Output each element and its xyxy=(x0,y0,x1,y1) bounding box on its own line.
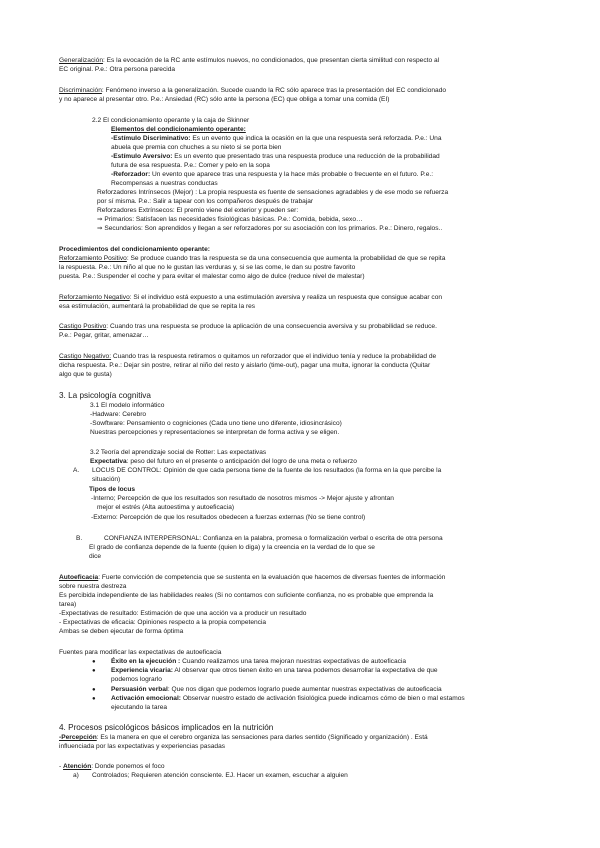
fuente-text: Observar nuestro estado de activación fisiológica puede indicarnos cómo de bien o mal estamos xyxy=(181,695,465,702)
ref-positivo xyxy=(59,255,445,263)
percepcion-text: : Es la manera en que el cerebro organiza las sensaciones para darles sentido (Significado y organización) . Está xyxy=(96,734,428,741)
fuente-item xyxy=(111,695,465,703)
rp-term: Reforzamiento Positivo xyxy=(59,255,127,262)
bullet-icon: ● xyxy=(92,687,96,693)
fuente-text: : Que nos digan que podemos lograrlo puede aumentar nuestras expectativas de autoeficacia xyxy=(167,686,442,693)
atencion-term: Atención xyxy=(63,763,92,770)
autoeficacia-line7: Ambas se deben ejecutar de forma óptima xyxy=(59,628,184,635)
cp-text: : Cuando tras una respuesta se produce la aplicación de una consecuencia aversiva y su probabilidad se reduce. xyxy=(106,323,437,330)
fuente-term: Persuasión verbal xyxy=(111,686,168,693)
atencion-dash: - xyxy=(59,763,64,770)
estimulo-aversivo xyxy=(111,153,440,161)
autoeficacia-text: : Fuerte convicción de competencia que se sustenta en la evaluación que hacemos de diversas fuentes de información xyxy=(98,574,446,581)
skinner-heading: 2.2 El condicionamiento operante y la caja de Skinner xyxy=(92,117,250,124)
bullet-icon: ● xyxy=(92,696,96,702)
fuente-item xyxy=(111,686,442,694)
autoeficacia-line4: tarea) xyxy=(59,601,77,608)
cp-line2: P.e.: Pegar, gritar, amenazar… xyxy=(59,332,149,339)
generalizacion-term: Generalización xyxy=(59,57,103,64)
elementos-title: Elementos del condicionamiento operante: xyxy=(111,126,246,133)
avers-term: -Estímulo Aversivo: xyxy=(111,153,173,160)
reforzador xyxy=(111,171,433,179)
rn-term: Reforzamiento Negativo xyxy=(59,294,130,301)
discriminacion-line2: y no aparece al presentar otro. P.e.: Ansiedad (RC) sólo ante la persona (EC) que obliga a tomar una comida (EI) xyxy=(59,96,390,103)
fuente-item xyxy=(111,667,438,675)
autoeficacia-line2: sobre nuestra destreza xyxy=(59,583,127,590)
controlados-letter: a) xyxy=(73,772,79,779)
autoeficacia-line3: Es percibida independiente de las habilidades reales (Si no contamos con suficiente confianza, no es probable que emprenda la xyxy=(59,592,434,599)
locus-line: LOCUS DE CONTROL: Opinión de que cada persona tiene de la fuente de los resultados (la forma en la que percibe la xyxy=(92,467,442,474)
expectativa-line xyxy=(90,458,357,466)
percepcion-term: -Percepción xyxy=(59,734,97,741)
expectativa-text: : peso del futuro en el presente o anticipación del logro de una meta o refuerzo xyxy=(126,458,357,465)
disc-line2: abuela que premia con chuches a su nieto si se porta bien xyxy=(111,144,282,151)
confianza-letter: B. xyxy=(76,535,83,542)
bullet-icon: ● xyxy=(92,668,96,674)
fuente-text: Cuando realizamos una tarea mejoran nuestras expectativas de autoeficacia xyxy=(180,658,407,665)
rn-text: : Si el individuo está expuesto a una estimulación aversiva y realiza un respuesta que consigue acabar con xyxy=(129,294,443,301)
locus-externo: -Externo: Percepción de que los resultados obedecen a fuerzas externas (No se tiene control) xyxy=(91,514,366,521)
cognitiva-heading: 3. La psicología cognitiva xyxy=(59,391,151,400)
discriminacion-text: : Fenómeno inverso a la generalización. Sucede cuando la RC sólo aparece tras la presentación del EC condicionado xyxy=(101,87,447,94)
extrinsecos: Reforzadores Extrínsecos: El premio viene del exterior y pueden ser: xyxy=(97,207,299,214)
software-line: -Sowftware: Pensamiento o cogniciones (Cada uno tiene uno diferente, idiosincrásico) xyxy=(90,420,342,427)
procesos-heading: 4. Procesos psicológicos básicos implicados en la nutrición xyxy=(59,723,274,732)
intrinsecos-line2: por sí misma. P.e.: Salir a tapear con los compañeros después de trabajar xyxy=(97,198,314,205)
expectativa-term: Expectativa xyxy=(90,458,127,465)
rp-text: : Se produce cuando tras la respuesta se da una consecuencia que aumenta la probabilidad de que se repita xyxy=(126,255,446,262)
generalizacion-line xyxy=(59,57,439,65)
secundarios: ⇒ Secundarios: Son aprendidos y llegan a ser reforzadores por su asociación con los primarios. P.e.: Dinero, regalos.. xyxy=(97,225,443,232)
fuentes-title: Fuentes para modificar las expectativas de autoeficacia xyxy=(59,649,222,656)
generalizacion-text: : Es la evocación de la RC ante estímulos nuevos, no condicionados, que presentan cierta similitud con respecto al xyxy=(102,57,440,64)
fuente-item-line2: podemos lograrlo xyxy=(111,676,162,683)
s31-heading: 3.1 El modelo informático xyxy=(90,402,165,409)
avers-text: Es un evento que presentado tras una respuesta produce una reducción de la probabilidad xyxy=(172,153,440,160)
generalizacion-line2: EC original. P.e.: Otra persona parecida xyxy=(59,66,176,73)
cp-term: Castigo Positivo xyxy=(59,323,107,330)
fuente-item xyxy=(111,658,406,666)
castigo-positivo xyxy=(59,323,437,331)
percepcion-line xyxy=(59,734,428,742)
locus-letter: A. xyxy=(73,467,80,474)
autoeficacia-term: Autoeficacia xyxy=(59,574,99,581)
locus-interno: -Interno; Percepción de que los resultados son resultado de nosotros mismos -> Mejor ajuste y afrontan xyxy=(91,495,394,502)
ref-text: Un evento que aparece tras una respuesta y la hace más probable o frecuente en el futuro. P.e.: xyxy=(150,171,434,178)
ref-negativo xyxy=(59,294,442,302)
discriminacion-term: Discriminación xyxy=(59,87,102,94)
primarios: ⇒ Primarios: Satisfacen las necesidades fisiológicas básicas. P.e.: Comida, bebida, sexo… xyxy=(97,216,363,223)
ref-term: -Reforzador: xyxy=(111,171,151,178)
intrinsecos-line1: Reforzadores Intrínsecos (Mejor) : La propia respuesta es fuente de sensaciones agradables y de ese modo se refuerza xyxy=(97,189,449,196)
controlados-line: Controlados; Requieren atención consciente. EJ. Hacer un examen, escuchar a alguien xyxy=(92,772,348,779)
percepciones-line: Nuestras percepciones y representaciones se interpretan de forma activa y se eligen. xyxy=(90,429,340,436)
fuente-term: Activación emocional: xyxy=(111,695,181,702)
ref-line2: Recompensas a nuestras conductas xyxy=(111,180,218,187)
hardware-line: -Hadware: Cerebro xyxy=(90,411,147,418)
cn-term: Castigo Negativo: xyxy=(59,353,112,360)
fuente-item-line2: ejecutando la tarea xyxy=(111,704,168,711)
castigo-negativo xyxy=(59,353,436,361)
rp-line3: puesta. P.e.: Suspender el coche y para evitar el malestar como algo de dulce (reduce nivel de malestar) xyxy=(59,273,365,280)
cn-line2: dicha respuesta. P.e.: Dejar sin postre, retirar al niño del resto y aislarlo (time-out), pagar una multa, ignorar la conducta (Quitar xyxy=(59,362,431,369)
percepcion-line2: influenciada por las expectativas y experiencias pasadas xyxy=(59,743,226,750)
disc-text: Es un evento que indica la ocasión en la que una respuesta será reforzada. P.e.: Una xyxy=(190,135,442,142)
fuente-term: Éxito en la ejecución : xyxy=(111,658,181,665)
rn-line2: esa estimulación, aumentará la probabilidad de que se repita la res xyxy=(59,303,256,310)
bullet-icon: ● xyxy=(92,659,96,665)
tipos-locus: Tipos de locus xyxy=(89,486,136,493)
discriminacion-line xyxy=(59,87,446,95)
confianza-line: CONFIANZA INTERPERSONAL: Confianza en la palabra, promesa o formalización verbal o escrita de otra persona xyxy=(104,535,443,542)
confianza-line2: El grado de confianza depende de la fuente (quien lo diga) y la creencia en la verdad de lo que se xyxy=(89,544,375,551)
atencion-line xyxy=(59,763,165,771)
fuente-term: Experiencia vicaria: xyxy=(111,667,173,674)
s32-heading: 3.2 Teoría del aprendizaje social de Rotter: Las expectativas xyxy=(90,449,267,456)
confianza-line3: dice xyxy=(89,553,102,560)
locus-interno-line2: mejor el estrés (Alta autoestima y autoeficacia) xyxy=(97,504,235,511)
rp-line2: la respuesta. P.e.: Un niño al que no le gustan las verduras y, si se las come, le dan su postre favorito xyxy=(59,264,356,271)
atencion-text: : Donde ponemos el foco xyxy=(91,763,165,770)
cn-line3: algo que te gusta) xyxy=(59,371,112,378)
avers-line2: futura de esa respuesta. P.e.: Comer y pelo en la sopa xyxy=(111,162,270,169)
autoeficacia-line6: - Expectativas de eficacia: Opiniones respecto a la propia competencia xyxy=(59,619,267,626)
autoeficacia-line xyxy=(59,574,445,582)
cn-text: Cuando tras la respuesta retiramos o quitamos un reforzador que el individuo tenía y reduce la probabilidad de xyxy=(111,353,437,360)
locus-line2: situación) xyxy=(92,476,121,483)
fuente-text: Al observar que otros tienen éxito en una tarea podemos desarrollar la expectativa de que xyxy=(172,667,438,674)
disc-term: -Estímulo Discriminativo: xyxy=(111,135,191,142)
autoeficacia-line5: -Expectativas de resultado: Estimación de que una acción va a producir un resultado xyxy=(59,610,307,617)
estimulo-discriminativo xyxy=(111,135,442,143)
procedimientos-title: Procedimientos del condicionamiento operante: xyxy=(59,246,210,253)
